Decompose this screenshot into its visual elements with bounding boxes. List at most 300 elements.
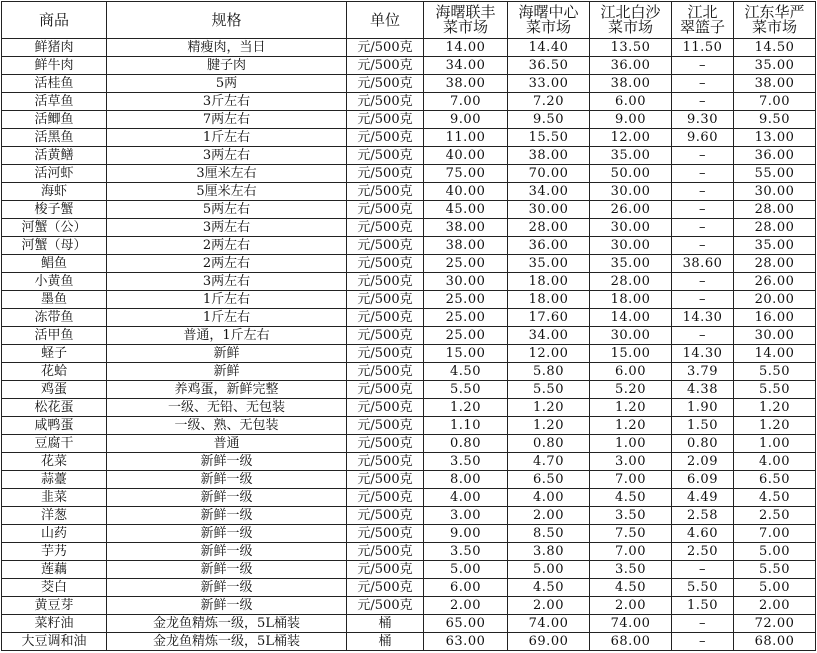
price-cell: 5.50	[734, 381, 816, 399]
table-row	[2, 453, 816, 471]
header-market	[590, 2, 672, 39]
price-cell: –	[672, 327, 734, 345]
price-cell: 36.00	[734, 147, 816, 165]
price-cell: 30.00	[590, 327, 672, 345]
table-row	[2, 525, 816, 543]
price-cell: 1.50	[672, 417, 734, 435]
price-cell: 20.00	[734, 291, 816, 309]
unit-cell: 元/500克	[347, 435, 424, 453]
product-name-cell: 花蛤	[2, 363, 107, 381]
price-cell: 7.00	[590, 543, 672, 561]
table-row	[2, 273, 816, 291]
product-name-cell: 鸡蛋	[2, 381, 107, 399]
unit-cell: 元/500克	[347, 273, 424, 291]
price-cell: 17.60	[508, 309, 590, 327]
spec-cell: 5厘米左右	[107, 183, 347, 201]
price-cell: 6.00	[424, 579, 508, 597]
price-cell: 38.00	[508, 147, 590, 165]
price-cell: 28.00	[590, 273, 672, 291]
price-cell: 38.00	[590, 75, 672, 93]
header-market	[672, 2, 734, 39]
price-cell: 5.50	[424, 381, 508, 399]
price-cell: 3.00	[590, 453, 672, 471]
spec-cell: 1斤左右	[107, 309, 347, 327]
price-cell: –	[672, 219, 734, 237]
product-name-cell: 河蟹（公）	[2, 219, 107, 237]
unit-cell: 元/500克	[347, 111, 424, 129]
price-cell: 14.30	[672, 345, 734, 363]
price-cell: 34.00	[508, 327, 590, 345]
unit-cell: 元/500克	[347, 291, 424, 309]
price-cell: 7.50	[590, 525, 672, 543]
product-name-cell: 蛏子	[2, 345, 107, 363]
table-row	[2, 129, 816, 147]
price-cell: 25.00	[424, 291, 508, 309]
price-cell: 5.00	[424, 561, 508, 579]
price-cell: 35.00	[734, 237, 816, 255]
table-row	[2, 327, 816, 345]
spec-cell: 新鲜一级	[107, 561, 347, 579]
spec-cell: 2两左右	[107, 237, 347, 255]
product-name-cell: 活河虾	[2, 165, 107, 183]
spec-cell: 3两左右	[107, 273, 347, 291]
price-cell: 26.00	[734, 273, 816, 291]
table-row	[2, 399, 816, 417]
unit-cell: 元/500克	[347, 255, 424, 273]
unit-cell: 元/500克	[347, 237, 424, 255]
price-cell: 63.00	[424, 633, 508, 651]
price-cell: –	[672, 75, 734, 93]
spec-cell: 1斤左右	[107, 129, 347, 147]
price-cell: 3.79	[672, 363, 734, 381]
price-cell: 7.00	[590, 471, 672, 489]
price-cell: 35.00	[590, 255, 672, 273]
table-row	[2, 237, 816, 255]
price-cell: 13.00	[734, 129, 816, 147]
price-cell: 38.00	[424, 237, 508, 255]
header-unit: 单位	[347, 2, 424, 39]
price-cell: 12.00	[590, 129, 672, 147]
spec-cell: 5两	[107, 75, 347, 93]
price-cell: 15.00	[590, 345, 672, 363]
price-cell: 14.30	[672, 309, 734, 327]
table-row	[2, 633, 816, 651]
price-cell: 4.00	[734, 453, 816, 471]
price-cell: 1.20	[734, 399, 816, 417]
price-cell: –	[672, 561, 734, 579]
price-cell: 9.00	[424, 111, 508, 129]
price-cell: –	[672, 183, 734, 201]
spec-cell: 新鲜一级	[107, 543, 347, 561]
header-market-line1: 江北	[687, 3, 718, 21]
price-cell: 30.00	[590, 219, 672, 237]
price-cell: 5.50	[672, 579, 734, 597]
table-row	[2, 93, 816, 111]
price-cell: 0.80	[672, 435, 734, 453]
unit-cell: 元/500克	[347, 129, 424, 147]
price-cell: 2.00	[424, 597, 508, 615]
price-cell: 75.00	[424, 165, 508, 183]
price-cell: 25.00	[424, 255, 508, 273]
header-market-line2: 菜市场	[525, 18, 571, 36]
spec-cell: 新鲜一级	[107, 489, 347, 507]
spec-cell: 新鲜一级	[107, 471, 347, 489]
table-row	[2, 291, 816, 309]
price-cell: 38.00	[424, 219, 508, 237]
price-cell: 18.00	[508, 291, 590, 309]
spec-cell: 7两左右	[107, 111, 347, 129]
price-cell: 25.00	[424, 309, 508, 327]
table-row	[2, 165, 816, 183]
price-cell: 3.50	[424, 453, 508, 471]
price-cell: 18.00	[508, 273, 590, 291]
unit-cell: 元/500克	[347, 93, 424, 111]
product-name-cell: 墨鱼	[2, 291, 107, 309]
price-cell: 55.00	[734, 165, 816, 183]
product-name-cell: 活鲫鱼	[2, 111, 107, 129]
product-name-cell: 小黄鱼	[2, 273, 107, 291]
product-name-cell: 海虾	[2, 183, 107, 201]
price-cell: 2.00	[734, 597, 816, 615]
price-cell: 5.00	[734, 579, 816, 597]
spec-cell: 金龙鱼精炼一级，5L桶装	[107, 615, 347, 633]
price-table-body	[2, 39, 816, 651]
product-name-cell: 蒜薹	[2, 471, 107, 489]
price-cell: –	[672, 237, 734, 255]
price-cell: 7.20	[508, 93, 590, 111]
price-cell: 35.00	[734, 57, 816, 75]
price-cell: 3.50	[590, 507, 672, 525]
unit-cell: 元/500克	[347, 561, 424, 579]
unit-cell: 元/500克	[347, 597, 424, 615]
unit-cell: 元/500克	[347, 165, 424, 183]
table-row	[2, 39, 816, 57]
spec-cell: 新鲜一级	[107, 453, 347, 471]
table-row	[2, 363, 816, 381]
price-cell: 8.00	[424, 471, 508, 489]
spec-cell: 一级、无铅、无包装	[107, 399, 347, 417]
price-cell: 4.00	[424, 489, 508, 507]
price-cell: 72.00	[734, 615, 816, 633]
price-cell: 30.00	[734, 183, 816, 201]
price-cell: 9.30	[672, 111, 734, 129]
price-cell: 0.80	[508, 435, 590, 453]
table-row	[2, 75, 816, 93]
price-cell: 3.50	[590, 561, 672, 579]
spec-cell: 新鲜一级	[107, 597, 347, 615]
table-row	[2, 219, 816, 237]
price-cell: 14.40	[508, 39, 590, 57]
price-cell: –	[672, 57, 734, 75]
price-cell: 2.50	[734, 507, 816, 525]
price-cell: 38.00	[424, 75, 508, 93]
price-cell: 36.00	[508, 237, 590, 255]
price-cell: 1.20	[590, 417, 672, 435]
price-cell: 38.00	[734, 75, 816, 93]
price-cell: 34.00	[508, 183, 590, 201]
price-cell: 13.50	[590, 39, 672, 57]
product-name-cell: 洋葱	[2, 507, 107, 525]
price-cell: 3.00	[424, 507, 508, 525]
price-cell: 15.00	[424, 345, 508, 363]
price-cell: 6.00	[590, 363, 672, 381]
unit-cell: 元/500克	[347, 327, 424, 345]
product-name-cell: 鲜牛肉	[2, 57, 107, 75]
price-cell: 50.00	[590, 165, 672, 183]
table-row	[2, 147, 816, 165]
price-cell: 4.50	[590, 489, 672, 507]
price-cell: –	[672, 291, 734, 309]
header-product: 商品	[2, 2, 107, 39]
product-name-cell: 活黄鳝	[2, 147, 107, 165]
spec-cell: 普通	[107, 435, 347, 453]
unit-cell: 桶	[347, 633, 424, 651]
price-cell: 4.70	[508, 453, 590, 471]
price-cell: 68.00	[590, 633, 672, 651]
unit-cell: 元/500克	[347, 57, 424, 75]
product-name-cell: 河蟹（母）	[2, 237, 107, 255]
unit-cell: 元/500克	[347, 453, 424, 471]
spec-cell: 新鲜	[107, 345, 347, 363]
product-name-cell: 梭子蟹	[2, 201, 107, 219]
price-cell: 7.00	[734, 525, 816, 543]
price-cell: 4.50	[734, 489, 816, 507]
price-cell: 36.00	[590, 57, 672, 75]
unit-cell: 元/500克	[347, 399, 424, 417]
price-cell: 45.00	[424, 201, 508, 219]
price-cell: 4.50	[590, 579, 672, 597]
price-cell: –	[672, 201, 734, 219]
table-row	[2, 615, 816, 633]
product-name-cell: 大豆调和油	[2, 633, 107, 651]
price-cell: 1.50	[672, 597, 734, 615]
price-cell: 18.00	[590, 291, 672, 309]
product-name-cell: 咸鸭蛋	[2, 417, 107, 435]
price-cell: –	[672, 147, 734, 165]
header-market-line1: 江东华严	[744, 3, 805, 21]
header-market-line1: 海曙中心	[518, 3, 579, 21]
price-cell: 33.00	[508, 75, 590, 93]
spec-cell: 腱子肉	[107, 57, 347, 75]
price-cell: 1.20	[508, 399, 590, 417]
price-cell: 2.00	[590, 597, 672, 615]
unit-cell: 元/500克	[347, 471, 424, 489]
table-row	[2, 543, 816, 561]
price-cell: 9.00	[424, 525, 508, 543]
price-cell: 14.50	[734, 39, 816, 57]
product-name-cell: 活草鱼	[2, 93, 107, 111]
unit-cell: 元/500克	[347, 183, 424, 201]
price-cell: 14.00	[590, 309, 672, 327]
header-market-line2: 翠篮子	[679, 18, 725, 36]
product-name-cell: 韭菜	[2, 489, 107, 507]
header-row	[2, 2, 816, 39]
price-cell: –	[672, 273, 734, 291]
product-name-cell: 冻带鱼	[2, 309, 107, 327]
unit-cell: 元/500克	[347, 525, 424, 543]
price-cell: 69.00	[508, 633, 590, 651]
price-cell: 4.49	[672, 489, 734, 507]
product-name-cell: 鲳鱼	[2, 255, 107, 273]
price-cell: 5.50	[508, 381, 590, 399]
price-cell: 6.50	[508, 471, 590, 489]
price-cell: 9.50	[508, 111, 590, 129]
unit-cell: 元/500克	[347, 489, 424, 507]
price-cell: 36.50	[508, 57, 590, 75]
price-cell: 2.00	[508, 507, 590, 525]
price-cell: 28.00	[734, 201, 816, 219]
price-cell: 35.00	[508, 255, 590, 273]
header-market	[734, 2, 816, 39]
product-name-cell: 黄豆芽	[2, 597, 107, 615]
price-cell: 9.50	[734, 111, 816, 129]
price-cell: 30.00	[590, 237, 672, 255]
table-row	[2, 345, 816, 363]
price-cell: 1.00	[590, 435, 672, 453]
header-market-line2: 菜市场	[751, 18, 797, 36]
spec-cell: 养鸡蛋，新鲜完整	[107, 381, 347, 399]
price-cell: 5.80	[508, 363, 590, 381]
table-row	[2, 381, 816, 399]
price-cell: 2.00	[508, 597, 590, 615]
price-cell: 6.00	[590, 93, 672, 111]
price-cell: 34.00	[424, 57, 508, 75]
unit-cell: 元/500克	[347, 219, 424, 237]
product-name-cell: 鲜猪肉	[2, 39, 107, 57]
price-cell: 9.00	[590, 111, 672, 129]
table-row	[2, 255, 816, 273]
price-cell: 14.00	[734, 345, 816, 363]
table-row	[2, 489, 816, 507]
price-cell: 2.09	[672, 453, 734, 471]
price-cell: 7.00	[734, 93, 816, 111]
price-cell: 1.20	[734, 417, 816, 435]
product-name-cell: 松花蛋	[2, 399, 107, 417]
product-name-cell: 花菜	[2, 453, 107, 471]
product-name-cell: 莲藕	[2, 561, 107, 579]
price-cell: 14.00	[424, 39, 508, 57]
spec-cell: 一级、熟、无包装	[107, 417, 347, 435]
header-market-line1: 海曙联丰	[435, 3, 496, 21]
price-cell: 0.80	[424, 435, 508, 453]
table-row	[2, 507, 816, 525]
price-cell: 28.00	[734, 219, 816, 237]
unit-cell: 桶	[347, 615, 424, 633]
price-cell: 2.50	[672, 543, 734, 561]
unit-cell: 元/500克	[347, 345, 424, 363]
unit-cell: 元/500克	[347, 201, 424, 219]
price-cell: 74.00	[508, 615, 590, 633]
table-row	[2, 57, 816, 75]
spec-cell: 新鲜一级	[107, 579, 347, 597]
table-row	[2, 471, 816, 489]
price-cell: 30.00	[508, 201, 590, 219]
price-cell: 30.00	[590, 183, 672, 201]
price-cell: 4.50	[424, 363, 508, 381]
unit-cell: 元/500克	[347, 363, 424, 381]
price-cell: 4.50	[508, 579, 590, 597]
table-row	[2, 435, 816, 453]
price-cell: 5.50	[734, 363, 816, 381]
price-cell: 40.00	[424, 183, 508, 201]
spec-cell: 新鲜一级	[107, 525, 347, 543]
price-cell: 35.00	[590, 147, 672, 165]
header-market-line2: 菜市场	[607, 18, 653, 36]
price-cell: –	[672, 615, 734, 633]
price-cell: 1.10	[424, 417, 508, 435]
price-cell: 5.50	[734, 561, 816, 579]
table-row	[2, 561, 816, 579]
price-cell: 65.00	[424, 615, 508, 633]
unit-cell: 元/500克	[347, 39, 424, 57]
header-market	[508, 2, 590, 39]
price-cell: 6.50	[734, 471, 816, 489]
price-cell: 40.00	[424, 147, 508, 165]
price-cell: –	[672, 633, 734, 651]
price-cell: 2.58	[672, 507, 734, 525]
price-cell: 26.00	[590, 201, 672, 219]
price-cell: 5.00	[508, 561, 590, 579]
product-name-cell: 活甲鱼	[2, 327, 107, 345]
spec-cell: 5两左右	[107, 201, 347, 219]
price-cell: 1.20	[590, 399, 672, 417]
product-name-cell: 豆腐干	[2, 435, 107, 453]
product-name-cell: 活黑鱼	[2, 129, 107, 147]
price-cell: 70.00	[508, 165, 590, 183]
spec-cell: 普通，1斤左右	[107, 327, 347, 345]
price-cell: 12.00	[508, 345, 590, 363]
product-name-cell: 茭白	[2, 579, 107, 597]
price-cell: 30.00	[424, 273, 508, 291]
price-cell: 4.60	[672, 525, 734, 543]
table-row	[2, 111, 816, 129]
price-cell: 28.00	[508, 219, 590, 237]
unit-cell: 元/500克	[347, 75, 424, 93]
unit-cell: 元/500克	[347, 507, 424, 525]
table-row	[2, 183, 816, 201]
spec-cell: 精瘦肉，当日	[107, 39, 347, 57]
header-market-line2: 菜市场	[442, 18, 488, 36]
product-name-cell: 芋艿	[2, 543, 107, 561]
unit-cell: 元/500克	[347, 543, 424, 561]
table-row	[2, 579, 816, 597]
price-cell: 1.90	[672, 399, 734, 417]
price-cell: 16.00	[734, 309, 816, 327]
header-spec: 规格	[107, 2, 347, 39]
price-cell: 5.20	[590, 381, 672, 399]
spec-cell: 1斤左右	[107, 291, 347, 309]
price-cell: 68.00	[734, 633, 816, 651]
table-row	[2, 417, 816, 435]
spec-cell: 新鲜	[107, 363, 347, 381]
product-name-cell: 菜籽油	[2, 615, 107, 633]
spec-cell: 3斤左右	[107, 93, 347, 111]
header-market-line1: 江北白沙	[600, 3, 661, 21]
unit-cell: 元/500克	[347, 579, 424, 597]
price-cell: 5.00	[734, 543, 816, 561]
price-cell: –	[672, 165, 734, 183]
price-cell: 4.38	[672, 381, 734, 399]
spec-cell: 3两左右	[107, 219, 347, 237]
unit-cell: 元/500克	[347, 381, 424, 399]
unit-cell: 元/500克	[347, 147, 424, 165]
price-cell: 4.00	[508, 489, 590, 507]
unit-cell: 元/500克	[347, 309, 424, 327]
price-cell: 15.50	[508, 129, 590, 147]
price-cell: 8.50	[508, 525, 590, 543]
table-row	[2, 309, 816, 327]
price-cell: 9.60	[672, 129, 734, 147]
